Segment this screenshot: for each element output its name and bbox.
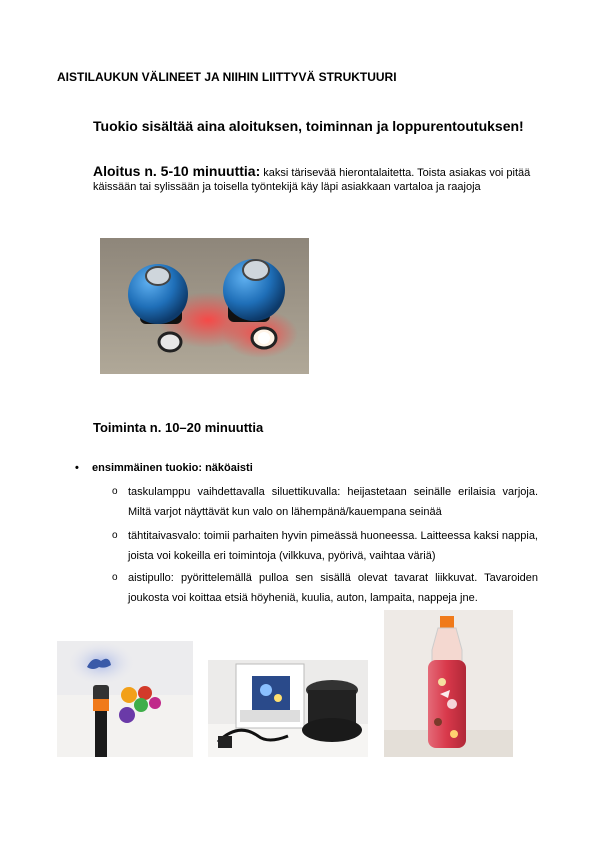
lead-text: Tuokio sisältää aina aloituksen, toiminnan ja loppurentoutuksen!: [93, 118, 524, 134]
section-heading: Toiminta n. 10–20 minuuttia: [93, 420, 264, 435]
sub-marker: o: [112, 486, 118, 497]
sub-marker: o: [112, 530, 118, 541]
projector-photo: [208, 660, 368, 757]
list-item: [112, 482, 538, 522]
bullet-item: [75, 462, 375, 478]
massager-photo: [100, 238, 309, 374]
page-title: AISTILAUKUN VÄLINEET JA NIIHIN LIITTYVÄ STRUKTUURI: [57, 70, 397, 84]
sensory-bottle-photo: [384, 610, 513, 757]
list-item: [112, 526, 538, 566]
flashlight-photo: [57, 641, 193, 757]
bullet-text: ensimmäinen tuokio: näköaisti: [92, 462, 253, 474]
bullet-marker: •: [75, 462, 79, 474]
sub-text: taskulamppu vaihdettavalla siluettikuvalla: heijastetaan seinälle erilaisia varjoja. Miltä varjot näyttävät kun valo on lähempänä/kauempana seinää: [128, 486, 538, 518]
intro-text: kaksi tärisevää hierontalaitetta. Toista asiakas voi pitää käissään tai sylissään ja toisella työntekijä käy läpi asiakkaan vartaloa ja raajoja: [93, 167, 531, 193]
intro-paragraph: [93, 164, 533, 194]
list-item: [112, 568, 538, 608]
sub-text: tähtitaivasvalo: toimii parhaiten hyvin pimeässä huoneessa. Laitteessa kaksi nappia, joista voi kokeilla eri toimintoja (vilkkuva, pyörivä, vaihtaa väriä): [128, 530, 538, 562]
sub-text: aistipullo: pyörittelemällä pulloa sen sisällä olevat tavarat liikkuvat. Tavaroiden joukosta voi koittaa etsiä höyheniä, kuulia, auton, lampaita, nappeja jne.: [128, 572, 538, 604]
intro-heading: Aloitus n. 5-10 minuuttia:: [93, 163, 261, 179]
sub-marker: o: [112, 572, 118, 583]
